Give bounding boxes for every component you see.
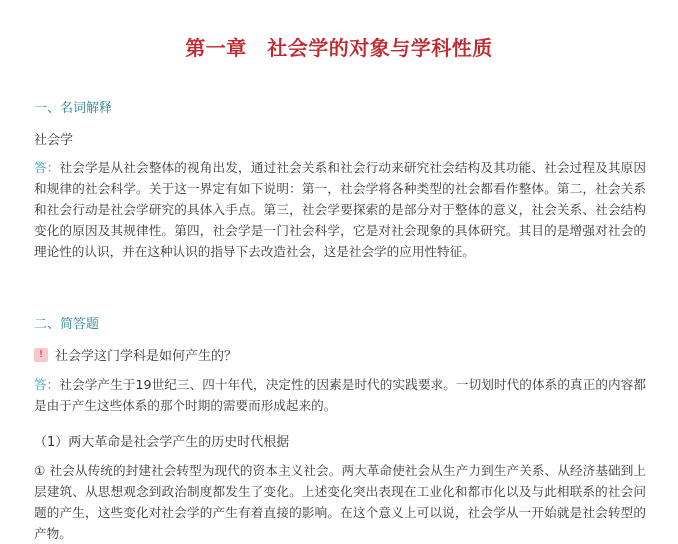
answer-text: 社会学是从社会整体的视角出发，通过社会关系和社会行动来研究社会结构及其功能、社会过程及其原因和规律的社会科学。关于这一界定有如下说明：第一，社会学将各种类型的社会都看作整体。第二，社会关系和社会行动是社会学研究的具体入手点。第三，社会学要探索的是部分对于整体的意义，社会关系、社会结构变化的原因及其规律性。第四，社会学是一门社会科学，它是对社会现象的具体研究。其目的是增强对社会的理论性的认识，并在这种认识的指导下去改造社会，这是社会学的应用性特征。 [34,160,647,259]
answer-text: 社会学产生于19世纪三、四十年代，决定性的因素是时代的实践要求。一切划时代的体系的真正的内容都是由于产生这些体系的那个时期的需要而形成起来的。 [34,377,647,413]
question-text: 社会学这门学科是如何产生的？ [55,349,238,364]
exclamation-icon: ! [34,348,48,362]
definition-answer [34,157,646,262]
question-answer [34,374,646,416]
question [34,345,237,364]
chapter-title: 第一章 社会学的对象与学科性质 [185,36,493,60]
sub-heading: （1）两大革命是社会学产生的历史时代根据 [34,435,290,450]
answer-prefix: 答： [34,377,60,392]
answer-prefix: 答： [34,160,60,175]
section-heading-short-answer: 二、简答题 [34,317,100,332]
paragraph: ① 社会从传统的封建社会转型为现代的资本主义社会。两大革命使社会从生产力到生产关系、从经济基础到上层建筑、从思想观念到政治制度都发生了变化。上述变化突出表现在工业化和都市化以及与此相联系的社会问题的产生，这些变化对社会学的产生有着直接的影响。在这个意义上可以说，社会学从一开始就是社会转型的产物。 [34,463,646,541]
section-heading-definitions: 一、名词解释 [34,101,113,116]
term-label: 社会学 [34,133,74,148]
